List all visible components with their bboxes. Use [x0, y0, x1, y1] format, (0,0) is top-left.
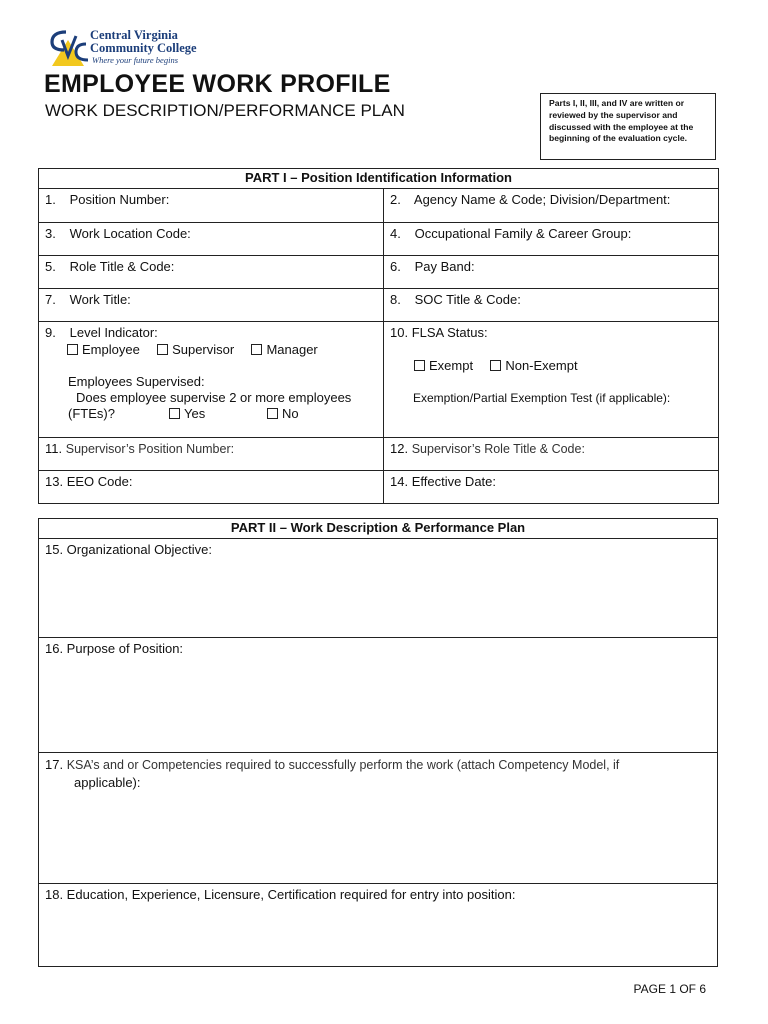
flsa-status-field: [384, 322, 719, 438]
field-label-continued: applicable):: [74, 775, 141, 790]
field-number: 12.: [390, 441, 409, 456]
college-logo: [46, 26, 226, 70]
non-exempt-checkbox[interactable]: [490, 358, 577, 373]
checkbox-label: No: [282, 406, 299, 421]
yes-checkbox[interactable]: [169, 406, 205, 422]
employee-checkbox[interactable]: [67, 342, 140, 357]
field-number: 5.: [45, 259, 56, 274]
logo-tagline: Where your future begins: [92, 55, 179, 65]
education-experience-field[interactable]: [39, 884, 718, 967]
field-number: 10.: [390, 325, 409, 340]
field-label: 18. Education, Experience, Licensure, Certification required for entry into position:: [45, 887, 516, 902]
field-label: Role Title & Code:: [69, 259, 175, 274]
field-label: 16. Purpose of Position:: [45, 641, 184, 656]
level-indicator-field: [39, 322, 384, 438]
eeo-code-field[interactable]: [39, 471, 384, 504]
field-label: Agency Name & Code; Division/Department:: [413, 192, 671, 207]
supervisor-position-number-field[interactable]: [39, 438, 384, 471]
part2-table: [38, 518, 718, 967]
purpose-of-position-field[interactable]: [39, 638, 718, 753]
position-number-field[interactable]: [39, 189, 384, 223]
checkbox-icon: [67, 344, 78, 355]
checkbox-label: Exempt: [429, 358, 474, 373]
part1-heading: PART I – Position Identification Information: [39, 169, 719, 189]
exempt-checkbox[interactable]: [414, 358, 473, 373]
field-number: 9.: [45, 325, 56, 340]
no-checkbox[interactable]: [267, 406, 299, 422]
page-subtitle: WORK DESCRIPTION/PERFORMANCE PLAN: [45, 101, 405, 120]
field-number: 17.: [45, 757, 64, 772]
field-number: 2.: [390, 192, 401, 207]
field-number: 7.: [45, 292, 56, 307]
manager-checkbox[interactable]: [251, 342, 317, 357]
field-number: 13.: [45, 474, 64, 489]
page-title: EMPLOYEE WORK PROFILE: [44, 70, 391, 98]
checkbox-label: Yes: [184, 406, 206, 421]
cvcc-logo-mark-icon: [46, 26, 94, 70]
effective-date-field[interactable]: [384, 471, 719, 504]
part2-heading: PART II – Work Description & Performance Plan: [39, 519, 718, 539]
field-label: EEO Code:: [66, 474, 133, 489]
field-label: Pay Band:: [414, 259, 475, 274]
checkbox-label: Manager: [266, 342, 318, 357]
part1-table: [38, 168, 719, 504]
ftes-label: (FTEs)?: [68, 406, 115, 421]
instructions-note: Parts I, II, III, and IV are written or reviewed by the supervisor and discussed with the employee at the beginning of the evaluation cycle.: [540, 93, 716, 160]
field-label: FLSA Status:: [411, 325, 488, 340]
field-label: Occupational Family & Career Group:: [414, 226, 632, 241]
field-number: 8.: [390, 292, 401, 307]
field-label: Work Location Code:: [69, 226, 191, 241]
ksa-competencies-field[interactable]: [39, 753, 718, 884]
field-number: 1.: [45, 192, 56, 207]
field-number: 3.: [45, 226, 56, 241]
logo-line-2: Community College: [90, 41, 197, 55]
field-label: Level Indicator:: [69, 325, 158, 340]
checkbox-icon: [169, 408, 180, 419]
checkbox-icon: [490, 360, 501, 371]
checkbox-icon: [414, 360, 425, 371]
agency-name-code-field[interactable]: [384, 189, 719, 223]
exemption-test-label: Exemption/Partial Exemption Test (if applicable):: [413, 391, 671, 405]
checkbox-label: Non-Exempt: [505, 358, 578, 373]
role-title-code-field[interactable]: [39, 256, 384, 289]
page-number: PAGE 1 OF 6: [633, 982, 706, 996]
pay-band-field[interactable]: [384, 256, 719, 289]
soc-title-code-field[interactable]: [384, 289, 719, 322]
employees-supervised-label: Employees Supervised:: [68, 374, 205, 389]
work-location-code-field[interactable]: [39, 223, 384, 256]
employees-supervised-question: Does employee supervise 2 or more employees: [76, 390, 352, 405]
field-number: 6.: [390, 259, 401, 274]
field-label: 15. Organizational Objective:: [45, 542, 212, 557]
field-label: Position Number:: [69, 192, 170, 207]
field-label: Supervisor’s Position Number:: [65, 442, 235, 456]
field-label: Effective Date:: [411, 474, 497, 489]
field-number: 14.: [390, 474, 409, 489]
field-label: SOC Title & Code:: [414, 292, 521, 307]
field-label: Work Title:: [69, 292, 131, 307]
supervisor-checkbox[interactable]: [157, 342, 234, 357]
occupational-family-field[interactable]: [384, 223, 719, 256]
checkbox-label: Employee: [82, 342, 140, 357]
supervisor-role-title-field[interactable]: [384, 438, 719, 471]
checkbox-label: Supervisor: [172, 342, 235, 357]
field-number: 4.: [390, 226, 401, 241]
field-number: 11.: [45, 441, 63, 456]
checkbox-icon: [157, 344, 168, 355]
field-label: Supervisor’s Role Title & Code:: [411, 442, 585, 456]
organizational-objective-field[interactable]: [39, 539, 718, 638]
logo-line-1: Central Virginia: [90, 28, 178, 42]
field-label: KSA’s and or Competencies required to successfully perform the work (attach Competency Model, if: [66, 758, 620, 772]
checkbox-icon: [251, 344, 262, 355]
checkbox-icon: [267, 408, 278, 419]
work-title-field[interactable]: [39, 289, 384, 322]
